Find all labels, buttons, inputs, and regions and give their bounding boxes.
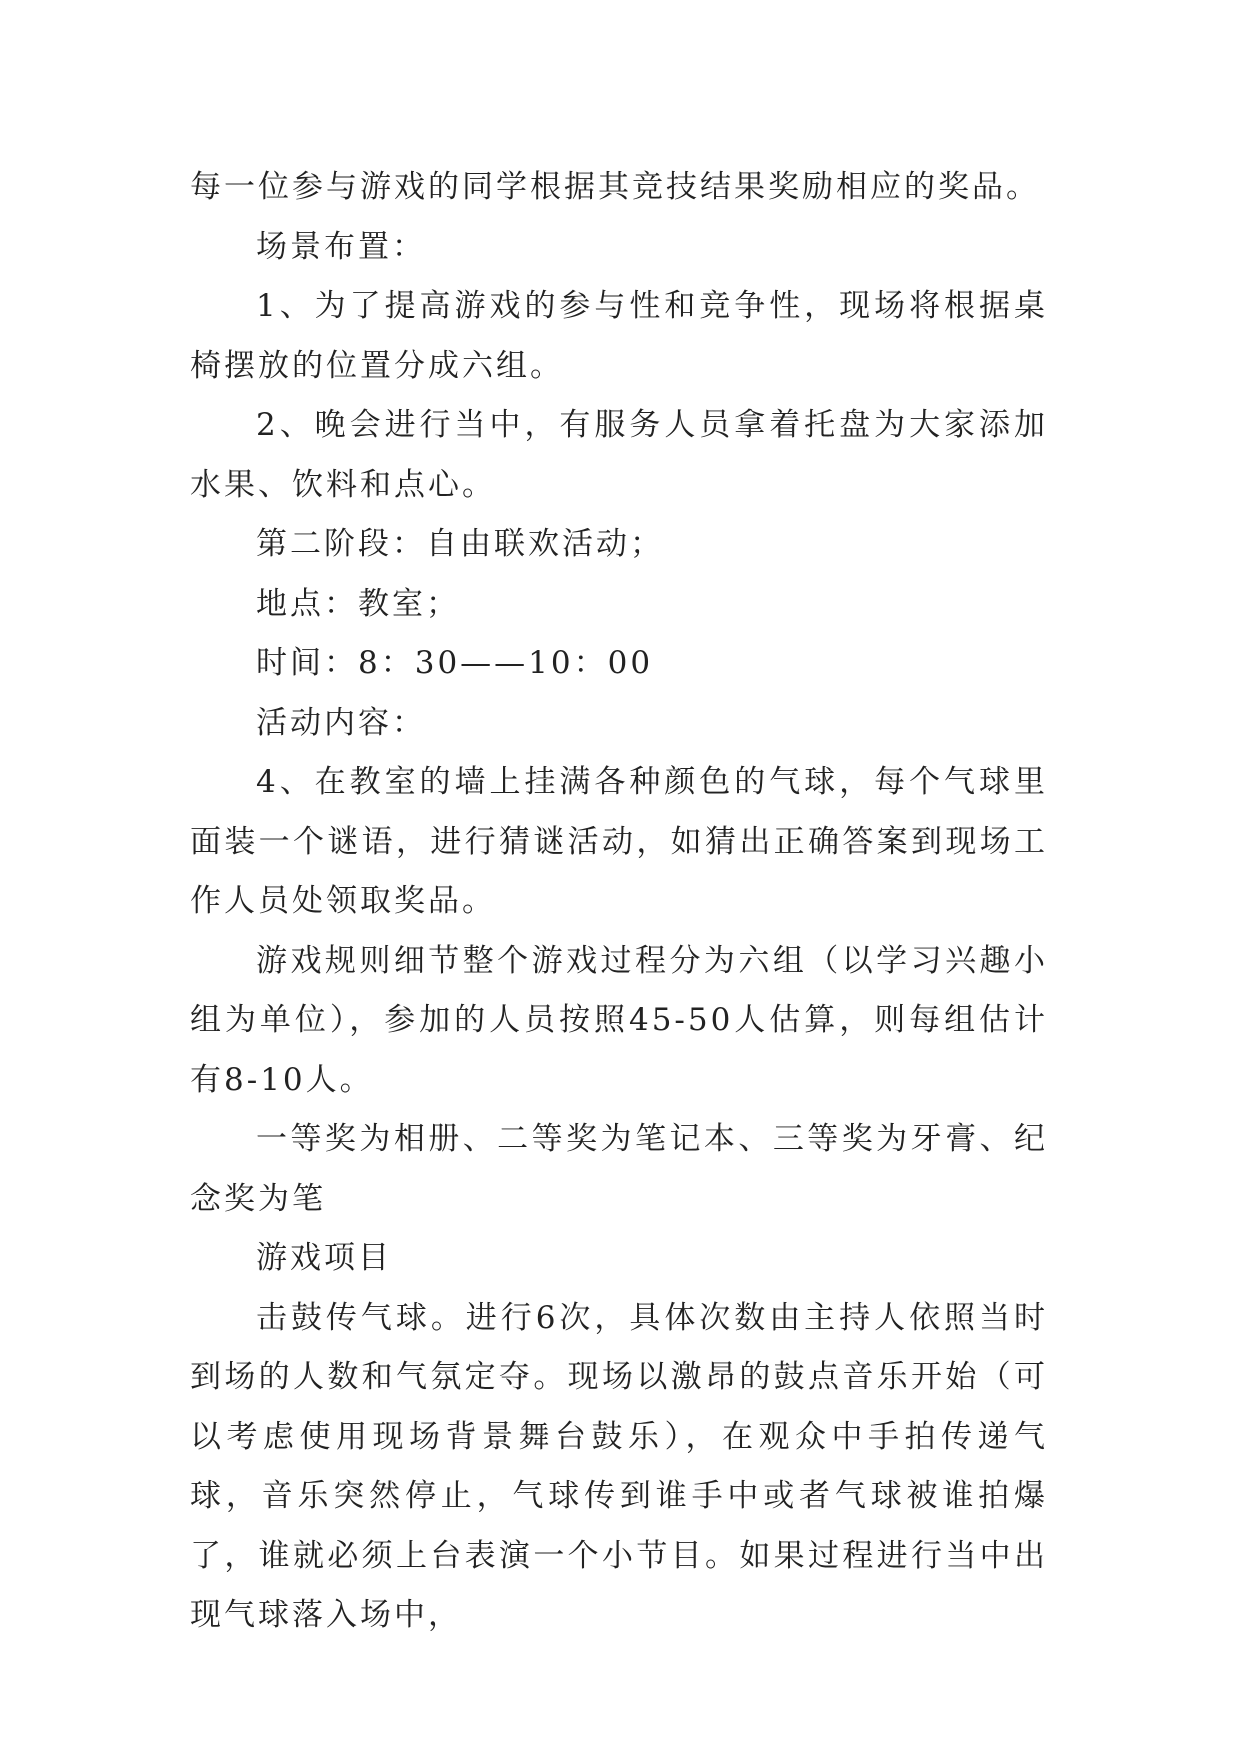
paragraph-9: 4、在教室的墙上挂满各种颜色的气球，每个气球里面装一个谜语，进行猜谜活动，如猜出正确答案到现场工作人员处领取奖品。	[190, 764, 1048, 919]
paragraph-6: 地点：教室；	[256, 585, 460, 622]
paragraph-1: 每一位参与游戏的同学根据其竞技结果奖励相应的奖品。	[190, 169, 1040, 205]
document-body	[190, 158, 1048, 1646]
paragraph-8: 活动内容：	[256, 704, 426, 741]
paragraph-5: 第二阶段：自由联欢活动；	[256, 526, 664, 562]
paragraph-11: 一等奖为相册、二等奖为笔记本、三等奖为牙膏、纪念奖为笔	[190, 1121, 1048, 1217]
paragraph-3: 1、为了提高游戏的参与性和竞争性，现场将根据桌椅摆放的位置分成六组。	[190, 288, 1048, 384]
paragraph-10: 游戏规则细节整个游戏过程分为六组（以学习兴趣小组为单位），参加的人员按照45-50人估算，则每组估计有8-10人。	[190, 942, 1048, 1098]
paragraph-7: 时间：8：30——10：00	[256, 645, 654, 681]
paragraph-12: 游戏项目	[256, 1240, 392, 1276]
paragraph-2: 场景布置：	[256, 228, 426, 265]
paragraph-4: 2、晚会进行当中，有服务人员拿着托盘为大家添加水果、饮料和点心。	[190, 407, 1048, 503]
paragraph-13: 击鼓传气球。进行6次，具体次数由主持人依照当时到场的人数和气氛定夺。现场以激昂的鼓点音乐开始（可以考虑使用现场背景舞台鼓乐），在观众中手拍传递气球，音乐突然停止，气球传到谁手中或者气球被谁拍爆了，谁就必须上台表演一个小节目。如果过程进行当中出现气球落入场中，	[190, 1299, 1048, 1633]
